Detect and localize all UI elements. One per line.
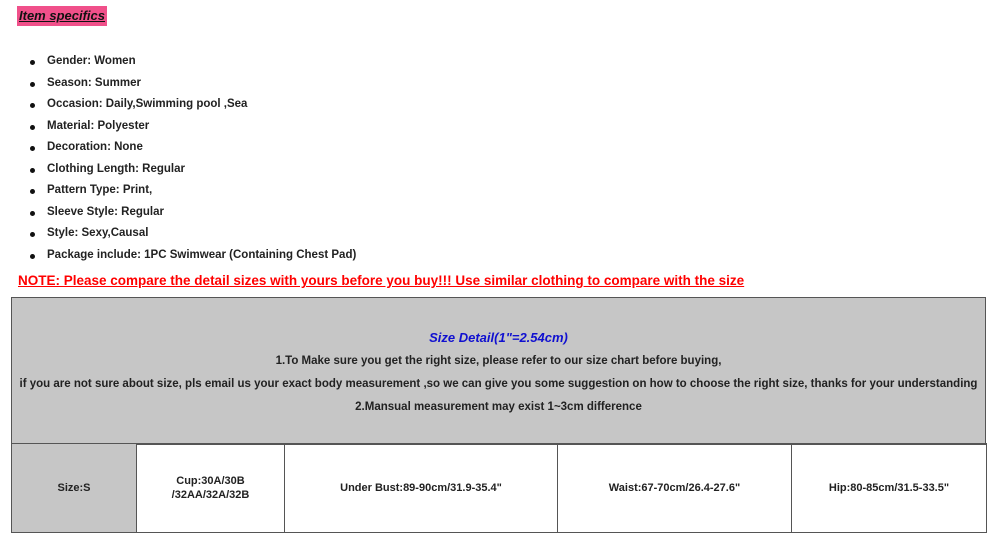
table-row — [12, 444, 987, 533]
size-detail-panel — [11, 297, 986, 445]
spec-pattern-type: Pattern Type: Print, — [30, 180, 356, 202]
spec-style: Style: Sexy,Causal — [30, 223, 356, 245]
size-detail-line-3: 2.Mansual measurement may exist 1~3cm difference — [355, 401, 642, 413]
size-chart-table — [11, 443, 987, 533]
spec-occasion: Occasion: Daily,Swimming pool ,Sea — [30, 94, 356, 116]
spec-decoration: Decoration: None — [30, 137, 356, 159]
spec-material: Material: Polyester — [30, 116, 356, 138]
hip-cell: Hip:80-85cm/31.5-33.5" — [792, 444, 987, 533]
under-bust-cell: Under Bust:89-90cm/31.9-35.4" — [285, 444, 558, 533]
size-cell: Size:S — [12, 444, 137, 533]
spec-sleeve-style: Sleeve Style: Regular — [30, 202, 356, 224]
spec-season: Season: Summer — [30, 73, 356, 95]
spec-gender: Gender: Women — [30, 51, 356, 73]
cup-line-1: Cup:30A/30B — [176, 475, 245, 487]
waist-cell: Waist:67-70cm/26.4-27.6" — [558, 444, 792, 533]
cup-cell — [137, 444, 285, 533]
item-specifics-list — [30, 51, 356, 266]
item-specifics-title: Item specifics — [17, 6, 107, 26]
size-detail-line-2: if you are not sure about size, pls email us your exact body measurement ,so we can give you some suggestion on how to choose the right size, thanks for your understanding — [19, 378, 978, 390]
size-detail-line-1: 1.To Make sure you get the right size, please refer to our size chart before buying, — [275, 355, 722, 367]
spec-clothing-length: Clothing Length: Regular — [30, 159, 356, 181]
spec-package: Package include: 1PC Swimwear (Containing Chest Pad) — [30, 245, 356, 267]
cup-line-2: /32AA/32A/32B — [171, 489, 250, 501]
size-compare-note: NOTE: Please compare the detail sizes with yours before you buy!!! Use similar clothing to compare with the size — [18, 273, 745, 288]
size-detail-title: Size Detail(1"=2.54cm) — [429, 330, 568, 345]
